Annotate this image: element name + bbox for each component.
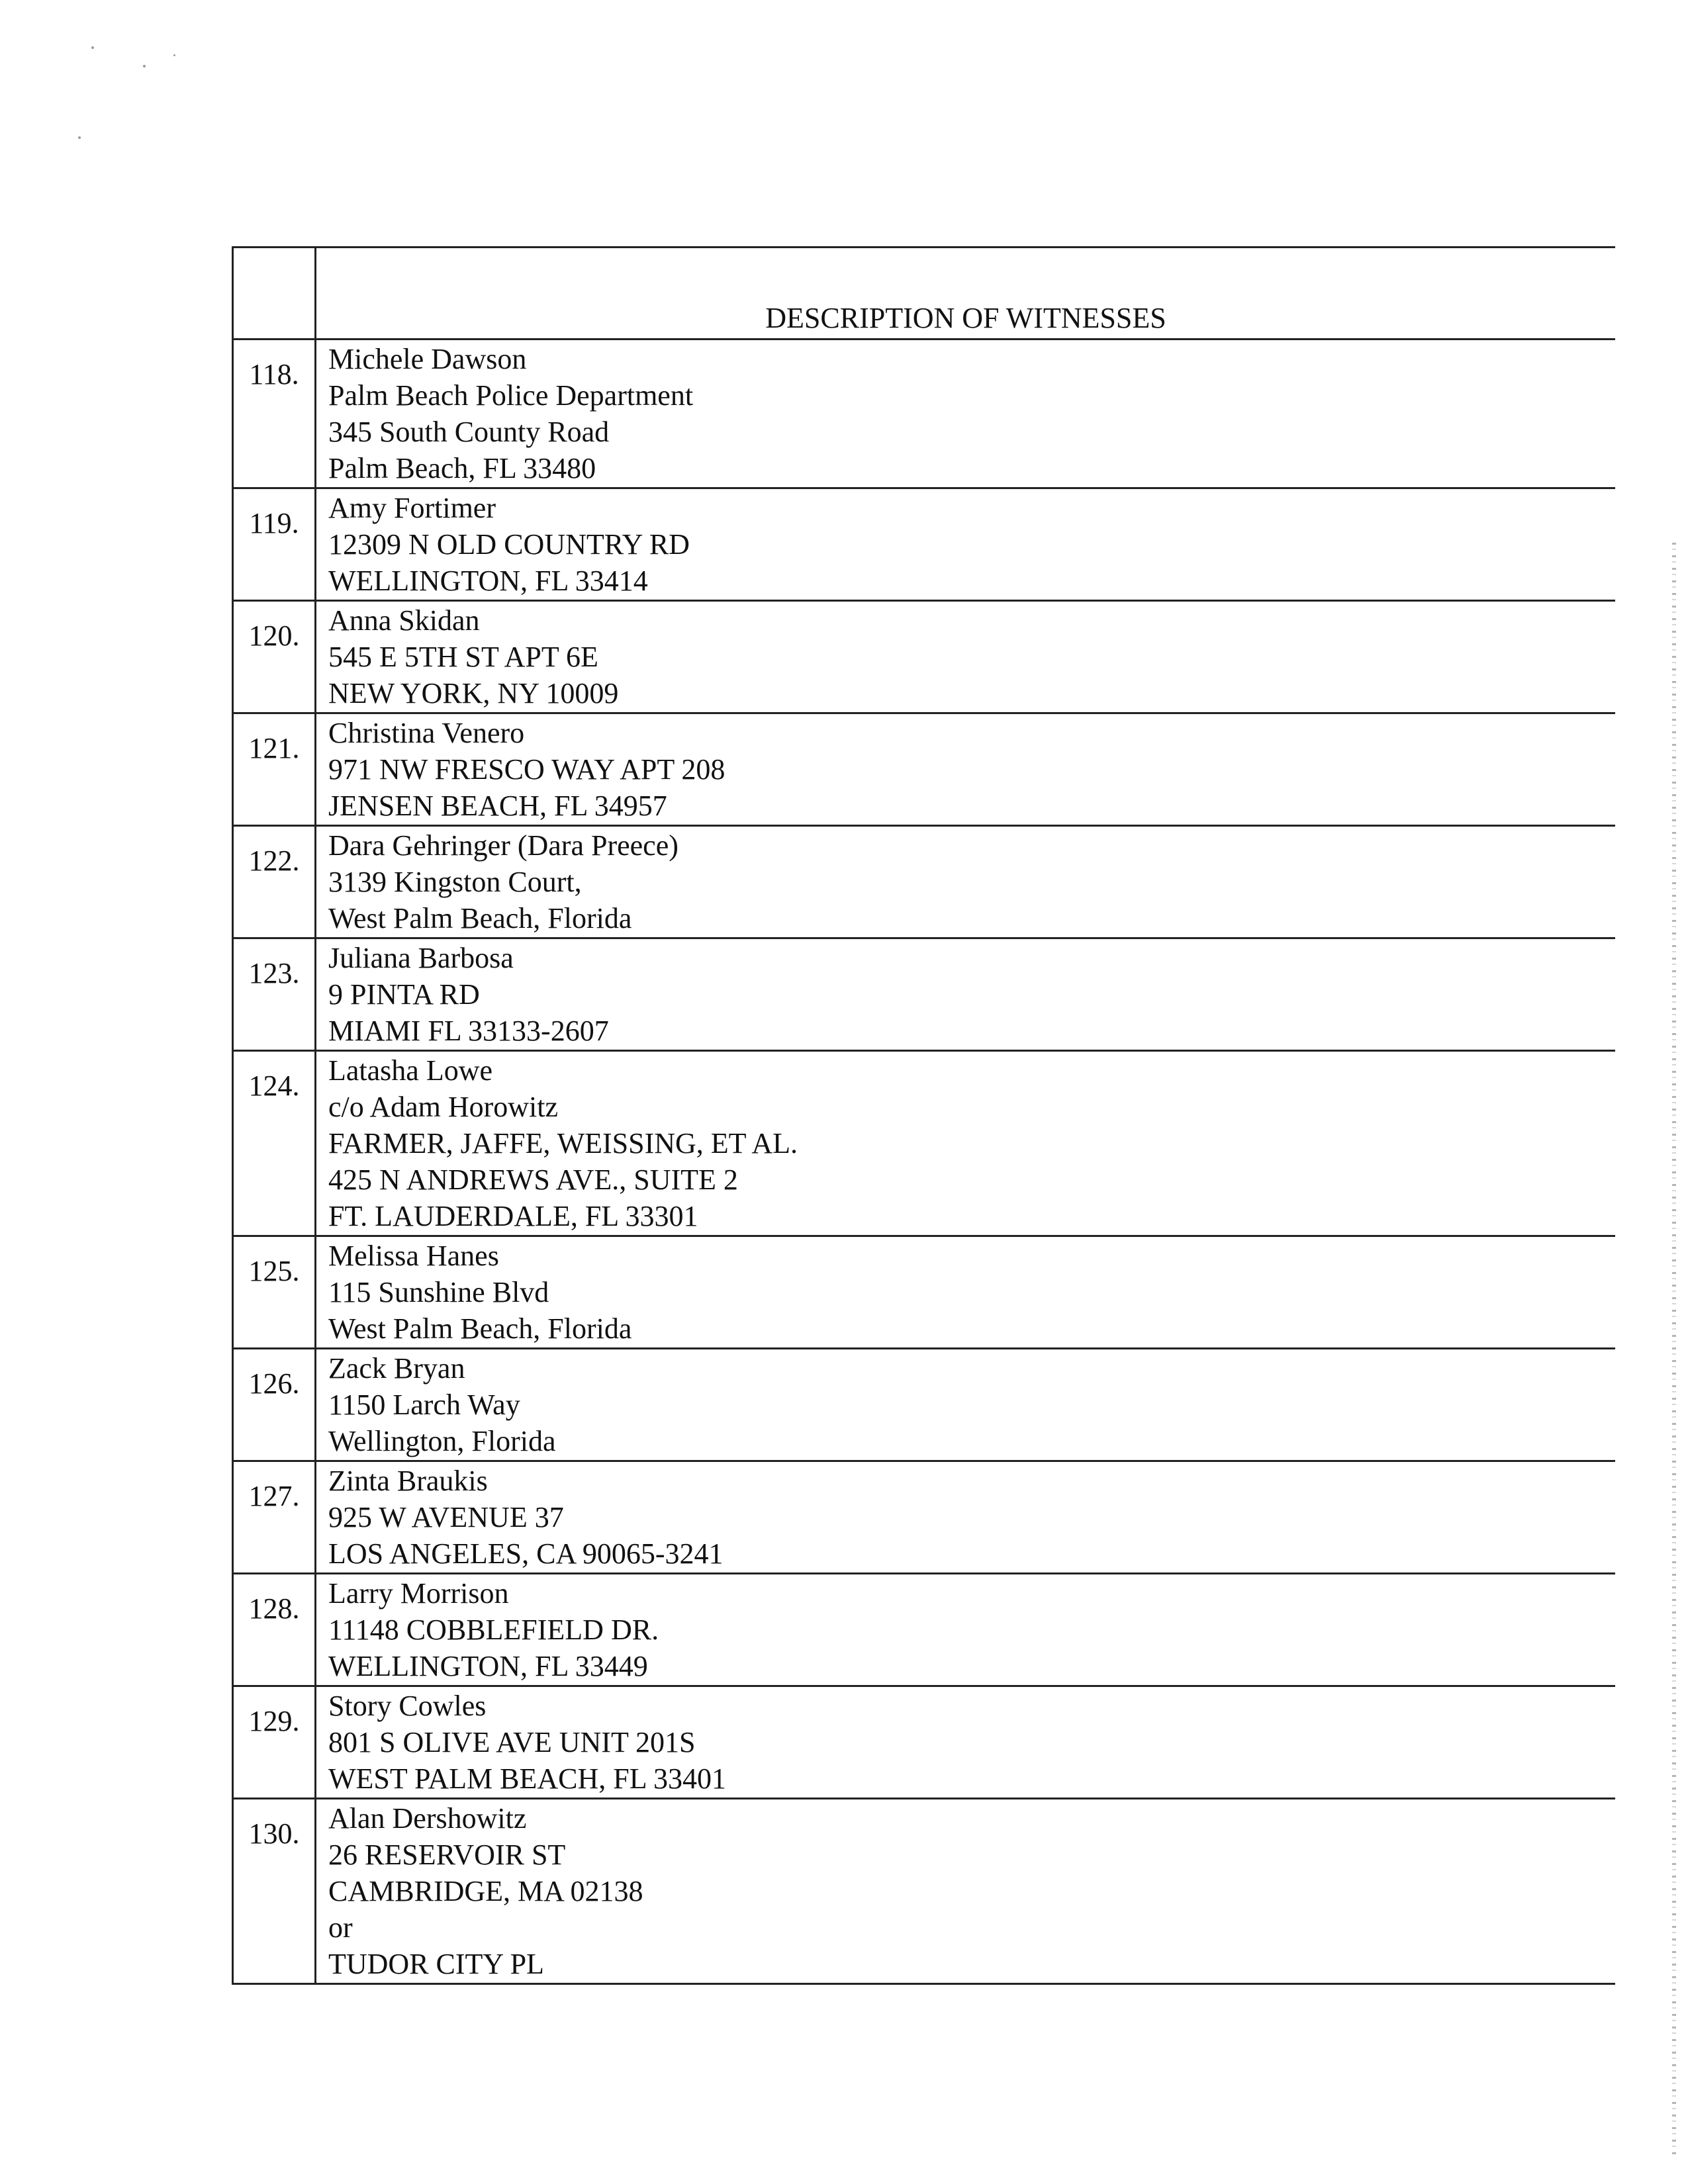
witness-address-line: JENSEN BEACH, FL 34957 bbox=[328, 790, 667, 822]
witness-name: Amy Fortimer bbox=[328, 492, 496, 524]
witness-description bbox=[316, 938, 1616, 1051]
witness-address-line: 545 E 5TH ST APT 6E bbox=[328, 641, 598, 673]
table-row bbox=[233, 1236, 1616, 1349]
table-row bbox=[233, 826, 1616, 938]
witness-address-line: 11148 COBBLEFIELD DR. bbox=[328, 1614, 659, 1646]
witness-address-line: West Palm Beach, Florida bbox=[328, 902, 632, 934]
witness-number: 126. bbox=[233, 1349, 316, 1461]
witness-address-line: Wellington, Florida bbox=[328, 1425, 556, 1457]
witness-description bbox=[316, 1799, 1616, 1984]
table-row bbox=[233, 1799, 1616, 1984]
witness-name: Juliana Barbosa bbox=[328, 942, 514, 974]
witness-address-line: 801 S OLIVE AVE UNIT 201S bbox=[328, 1726, 696, 1758]
table-row bbox=[233, 340, 1616, 488]
witness-address-line: 9 PINTA RD bbox=[328, 978, 480, 1011]
witness-address-line: CAMBRIDGE, MA 02138 bbox=[328, 1875, 643, 1907]
witness-table bbox=[232, 246, 1615, 1985]
table-row bbox=[233, 1051, 1616, 1236]
table-header-row bbox=[233, 248, 1616, 340]
witness-number: 124. bbox=[233, 1051, 316, 1236]
witness-address-line: LOS ANGELES, CA 90065-3241 bbox=[328, 1537, 724, 1570]
witness-address-line: 12309 N OLD COUNTRY RD bbox=[328, 528, 690, 561]
witness-description bbox=[316, 1461, 1616, 1574]
witness-description bbox=[316, 1236, 1616, 1349]
witness-address-line: WEST PALM BEACH, FL 33401 bbox=[328, 1762, 727, 1795]
witness-address-line: Palm Beach Police Department bbox=[328, 379, 694, 412]
witness-number: 120. bbox=[233, 601, 316, 713]
witness-address-line: 3139 Kingston Court, bbox=[328, 866, 582, 898]
witness-address-line: 26 RESERVOIR ST bbox=[328, 1839, 566, 1871]
witness-address-line: 345 South County Road bbox=[328, 416, 610, 448]
witness-number: 130. bbox=[233, 1799, 316, 1984]
witness-name: Zinta Braukis bbox=[328, 1465, 488, 1497]
scan-speck bbox=[78, 136, 81, 139]
witness-address-line: 925 W AVENUE 37 bbox=[328, 1501, 564, 1533]
witness-name: Melissa Hanes bbox=[328, 1240, 499, 1272]
witness-name: Alan Dershowitz bbox=[328, 1802, 527, 1835]
header-number-cell bbox=[233, 248, 316, 340]
witness-number: 123. bbox=[233, 938, 316, 1051]
witness-description bbox=[316, 1686, 1616, 1799]
table-row bbox=[233, 938, 1616, 1051]
witness-address-line: WELLINGTON, FL 33449 bbox=[328, 1650, 648, 1682]
witness-name: Anna Skidan bbox=[328, 604, 480, 637]
witness-description bbox=[316, 488, 1616, 601]
table-row bbox=[233, 1461, 1616, 1574]
witness-address-line: WELLINGTON, FL 33414 bbox=[328, 565, 648, 597]
witness-address-line: FARMER, JAFFE, WEISSING, ET AL. bbox=[328, 1127, 798, 1160]
witness-name: Christina Venero bbox=[328, 717, 525, 749]
table-row bbox=[233, 1574, 1616, 1686]
witness-name: Zack Bryan bbox=[328, 1352, 465, 1385]
witness-number: 127. bbox=[233, 1461, 316, 1574]
scan-speck bbox=[91, 46, 94, 49]
witness-name: Larry Morrison bbox=[328, 1577, 509, 1610]
witness-address-line: MIAMI FL 33133-2607 bbox=[328, 1015, 609, 1047]
witness-name: Dara Gehringer (Dara Preece) bbox=[328, 829, 679, 862]
scan-speck bbox=[173, 54, 175, 56]
witness-number: 121. bbox=[233, 713, 316, 826]
witness-name: Story Cowles bbox=[328, 1690, 487, 1722]
witness-name: Michele Dawson bbox=[328, 343, 527, 375]
witness-number: 119. bbox=[233, 488, 316, 601]
witness-number: 125. bbox=[233, 1236, 316, 1349]
table-row bbox=[233, 601, 1616, 713]
witness-address-line: 115 Sunshine Blvd bbox=[328, 1276, 549, 1308]
table-row bbox=[233, 713, 1616, 826]
witness-description bbox=[316, 826, 1616, 938]
scan-speck bbox=[143, 65, 146, 68]
table-header: DESCRIPTION OF WITNESSES bbox=[316, 248, 1616, 340]
witness-address-line: TUDOR CITY PL bbox=[328, 1948, 544, 1980]
witness-number: 128. bbox=[233, 1574, 316, 1686]
witness-address-line: c/o Adam Horowitz bbox=[328, 1091, 559, 1123]
table-row bbox=[233, 1686, 1616, 1799]
witness-address-line: Palm Beach, FL 33480 bbox=[328, 452, 596, 484]
scanner-edge-noise bbox=[1672, 543, 1676, 2158]
witness-description bbox=[316, 713, 1616, 826]
witness-description bbox=[316, 1349, 1616, 1461]
witness-description bbox=[316, 601, 1616, 713]
witness-address-line: 971 NW FRESCO WAY APT 208 bbox=[328, 753, 726, 786]
witness-number: 122. bbox=[233, 826, 316, 938]
witness-name: Latasha Lowe bbox=[328, 1054, 492, 1087]
witness-description bbox=[316, 340, 1616, 488]
table-row bbox=[233, 488, 1616, 601]
table-row bbox=[233, 1349, 1616, 1461]
witness-address-line: NEW YORK, NY 10009 bbox=[328, 677, 619, 709]
witness-description bbox=[316, 1051, 1616, 1236]
witness-table-body bbox=[233, 248, 1616, 1984]
witness-address-line: or bbox=[328, 1911, 353, 1944]
witness-number: 118. bbox=[233, 340, 316, 488]
witness-address-line: 1150 Larch Way bbox=[328, 1388, 520, 1421]
witness-description bbox=[316, 1574, 1616, 1686]
witness-address-line: FT. LAUDERDALE, FL 33301 bbox=[328, 1200, 698, 1232]
witness-number: 129. bbox=[233, 1686, 316, 1799]
witness-address-line: 425 N ANDREWS AVE., SUITE 2 bbox=[328, 1163, 738, 1196]
witness-address-line: West Palm Beach, Florida bbox=[328, 1312, 632, 1345]
